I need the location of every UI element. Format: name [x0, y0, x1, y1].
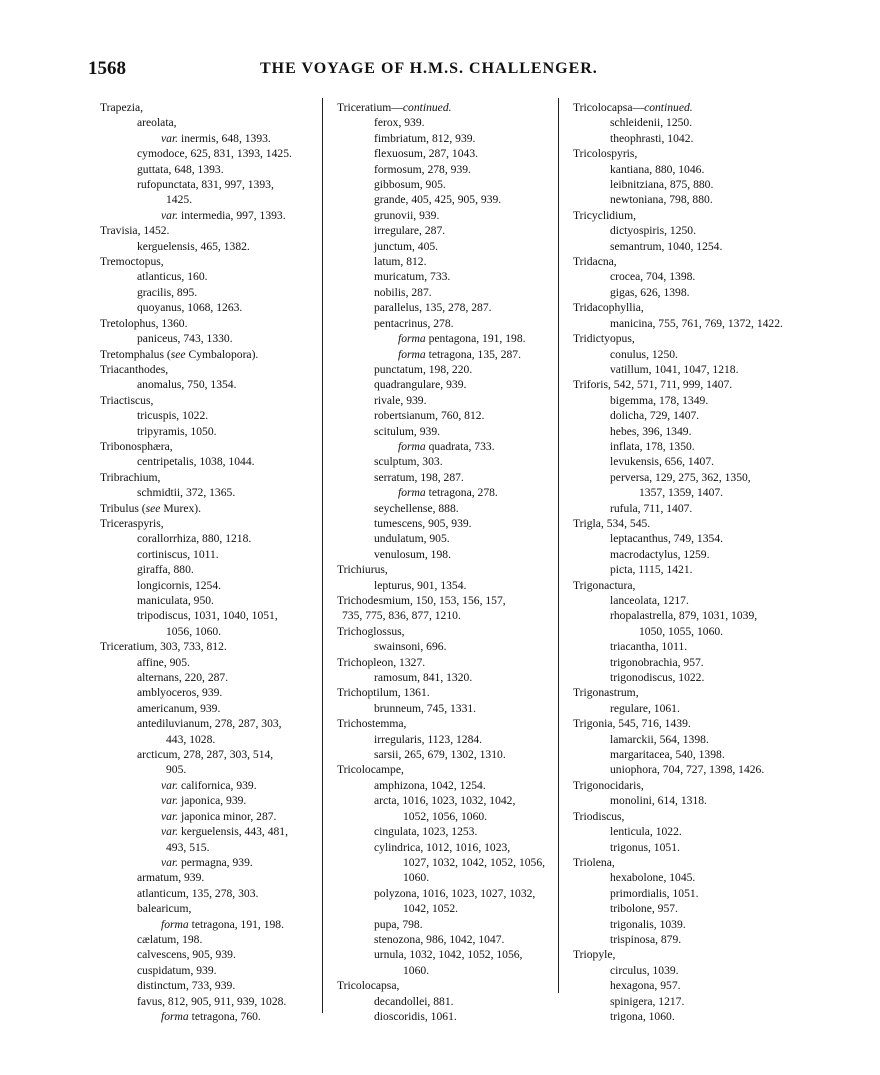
index-species-entry: alternans, 220, 287. — [137, 671, 229, 685]
index-species-entry: pentacrinus, 278. — [374, 316, 454, 330]
index-genus-entry: Triodiscus, — [573, 809, 625, 823]
running-head: THE VOYAGE OF H.M.S. CHALLENGER. — [260, 60, 598, 77]
index-species-entry: cylindrica, 1012, 1016, 1023, — [374, 840, 511, 854]
index-species-entry: leptacanthus, 749, 1354. — [610, 532, 724, 546]
index-species-entry: trigona, 1060. — [610, 1009, 675, 1023]
index-species-entry: brunneum, 745, 1331. — [374, 701, 477, 715]
index-species-entry: 493, 515. — [166, 840, 210, 854]
index-genus-entry: Tricolocapsa—continued. — [573, 101, 693, 114]
index-species-entry: distinctum, 733, 939. — [137, 979, 236, 993]
index-species-entry: giraffa, 880. — [137, 563, 194, 577]
index-species-entry: maniculata, 950. — [137, 594, 214, 607]
index-species-entry: swainsoni, 696. — [374, 640, 447, 654]
index-species-entry: tripyramis, 1050. — [137, 424, 217, 438]
index-genus-entry: Trichoglossus, — [337, 624, 405, 638]
index-species-entry: nobilis, 287. — [374, 285, 432, 299]
index-species-entry: kantiana, 880, 1046. — [610, 162, 705, 176]
index-species-entry: centripetalis, 1038, 1044. — [137, 455, 255, 469]
index-species-entry: balearicum, — [137, 902, 192, 916]
index-column-3 — [573, 100, 795, 1024]
index-species-entry: tricuspis, 1022. — [137, 409, 209, 423]
index-species-entry: forma tetragona, 135, 287. — [398, 347, 522, 361]
index-species-entry: margaritacea, 540, 1398. — [610, 748, 725, 762]
index-species-entry: 1060. — [403, 871, 430, 885]
index-species-entry: var. japonica, 939. — [161, 794, 247, 808]
index-species-entry: picta, 1115, 1421. — [610, 563, 693, 577]
index-species-entry: armatum, 939. — [137, 871, 205, 885]
index-genus-entry: Tricolocapsa, — [337, 979, 400, 993]
index-species-entry: fimbriatum, 812, 939. — [374, 131, 476, 145]
index-species-entry: arcticum, 278, 287, 303, 514, — [137, 748, 274, 762]
index-genus-entry: Tribonosphæra, — [100, 439, 173, 453]
index-species-entry: 1056, 1060. — [166, 624, 222, 638]
index-species-entry: ramosum, 841, 1320. — [374, 671, 473, 685]
index-species-entry: trigonodiscus, 1022. — [610, 671, 705, 685]
index-genus-entry: Triceraspyris, — [100, 516, 164, 530]
index-species-entry: primordialis, 1051. — [610, 886, 699, 900]
index-species-entry: crocea, 704, 1398. — [610, 270, 696, 284]
index-species-entry: hebes, 396, 1349. — [610, 424, 692, 438]
index-species-entry: gibbosum, 905. — [374, 178, 446, 192]
index-species-entry: forma pentagona, 191, 198. — [398, 332, 526, 346]
index-species-entry: gigas, 626, 1398. — [610, 285, 690, 299]
column-divider — [322, 98, 323, 1013]
index-species-entry: paniceus, 743, 1330. — [137, 332, 233, 346]
index-species-entry: newtoniana, 798, 880. — [610, 193, 713, 207]
index-species-entry: schmidtii, 372, 1365. — [137, 486, 236, 500]
index-genus-entry: Tretomphalus (see Cymbalopora). — [100, 347, 259, 361]
index-genus-entry: Tremoctopus, — [100, 255, 164, 269]
index-species-entry: var. kerguelensis, 443, 481, — [161, 825, 288, 839]
index-species-entry: gracilis, 895. — [137, 285, 198, 299]
index-species-entry: guttata, 648, 1393. — [137, 162, 224, 176]
index-species-entry: rufopunctata, 831, 997, 1393, — [137, 178, 274, 192]
index-species-entry: forma tetragona, 760. — [161, 1009, 261, 1023]
index-species-entry: trispinosa, 879. — [610, 932, 682, 946]
index-species-entry: schleidenii, 1250. — [610, 116, 693, 130]
index-species-entry: dictyospiris, 1250. — [610, 224, 696, 238]
index-genus-entry: Trigla, 534, 545. — [573, 516, 651, 530]
index-genus-entry: Tricyclidium, — [573, 208, 637, 222]
index-species-entry: forma tetragona, 191, 198. — [161, 917, 285, 931]
index-species-entry: serratum, 198, 287. — [374, 470, 464, 484]
index-species-entry: muricatum, 733. — [374, 270, 451, 284]
index-species-entry: lamarckii, 564, 1398. — [610, 732, 709, 746]
index-species-entry: 1052, 1056, 1060. — [403, 809, 488, 823]
index-genus-entry: Trichoptilum, 1361. — [337, 686, 430, 700]
index-species-entry: ferox, 939. — [374, 116, 425, 130]
index-species-entry: undulatum, 905. — [374, 532, 450, 546]
index-species-entry: monolini, 614, 1318. — [610, 794, 707, 808]
index-species-entry: areolata, — [137, 116, 177, 130]
index-column-1 — [100, 100, 320, 1024]
index-species-entry: inflata, 178, 1350. — [610, 439, 695, 453]
index-species-entry: leibnitziana, 875, 880. — [610, 178, 714, 192]
index-genus-entry: Trigonactura, — [573, 578, 636, 592]
index-species-entry: regulare, 1061. — [610, 701, 680, 715]
page-number: 1568 — [88, 58, 126, 79]
index-species-entry: favus, 812, 905, 911, 939, 1028. — [137, 994, 287, 1008]
index-species-entry: sculptum, 303. — [374, 455, 443, 469]
index-species-entry: kerguelensis, 465, 1382. — [137, 239, 250, 253]
index-species-entry: calvescens, 905, 939. — [137, 948, 236, 962]
index-species-entry: flexuosum, 287, 1043. — [374, 147, 479, 161]
index-species-entry: semantrum, 1040, 1254. — [610, 239, 723, 253]
index-genus-entry: Trichiurus, — [337, 563, 388, 577]
index-genus-entry: Trigonia, 545, 716, 1439. — [573, 717, 691, 731]
index-species-entry: trigonus, 1051. — [610, 840, 680, 854]
index-species-entry: var. permagna, 939. — [161, 855, 253, 869]
index-genus-entry: Triactiscus, — [100, 393, 154, 407]
index-genus-entry: Trigonocidaris, — [573, 778, 644, 792]
index-species-entry: 905. — [166, 763, 187, 777]
column-divider — [558, 98, 559, 993]
index-column-2 — [337, 100, 555, 1024]
index-species-entry: 1042, 1052. — [403, 902, 459, 916]
index-species-entry: 1027, 1032, 1042, 1052, 1056, — [403, 855, 546, 869]
index-species-entry: lanceolata, 1217. — [610, 594, 689, 607]
index-species-entry: junctum, 405. — [374, 239, 439, 253]
index-species-entry: conulus, 1250. — [610, 347, 678, 361]
index-species-entry: cortiniscus, 1011. — [137, 547, 219, 561]
index-genus-entry: Trichodesmium, 150, 153, 156, 157, — [337, 594, 506, 607]
index-species-entry: 443, 1028. — [166, 732, 216, 746]
index-genus-entry: Triceratium—continued. — [337, 101, 452, 114]
index-species-entry: var. japonica minor, 287. — [161, 809, 277, 823]
index-species-entry: cælatum, 198. — [137, 932, 203, 946]
index-genus-entry: Travisia, 1452. — [100, 224, 170, 238]
index-species-entry: circulus, 1039. — [610, 963, 679, 977]
index-species-entry: amphizona, 1042, 1254. — [374, 778, 486, 792]
index-genus-entry: Triforis, 542, 571, 711, 999, 1407. — [573, 378, 733, 392]
index-species-entry: uniophora, 704, 727, 1398, 1426. — [610, 763, 765, 777]
index-genus-entry: Trichostemma, — [337, 717, 407, 731]
index-species-entry: robertsianum, 760, 812. — [374, 409, 485, 423]
index-species-entry: 1357, 1359, 1407. — [639, 486, 724, 500]
index-species-entry: polyzona, 1016, 1023, 1027, 1032, — [374, 886, 536, 900]
index-genus-entry: Tricolospyris, — [573, 147, 638, 161]
index-species-entry: forma quadrata, 733. — [398, 439, 495, 453]
index-species-entry: 735, 775, 836, 877, 1210. — [342, 609, 461, 623]
index-species-entry: tumescens, 905, 939. — [374, 516, 472, 530]
index-species-entry: spinigera, 1217. — [610, 994, 685, 1008]
index-species-entry: parallelus, 135, 278, 287. — [374, 301, 492, 315]
index-genus-entry: Tridacophyllia, — [573, 301, 644, 315]
index-species-entry: longicornis, 1254. — [137, 578, 222, 592]
index-species-entry: punctatum, 198, 220. — [374, 362, 473, 376]
index-species-entry: var. inermis, 648, 1393. — [161, 131, 271, 145]
index-species-entry: dioscoridis, 1061. — [374, 1009, 457, 1023]
index-species-entry: forma tetragona, 278. — [398, 486, 498, 500]
index-species-entry: decandollei, 881. — [374, 994, 454, 1008]
index-species-entry: hexagona, 957. — [610, 979, 681, 993]
index-species-entry: grande, 405, 425, 905, 939. — [374, 193, 502, 207]
index-species-entry: tripodiscus, 1031, 1040, 1051, — [137, 609, 278, 623]
index-species-entry: perversa, 129, 275, 362, 1350, — [610, 470, 751, 484]
index-species-entry: dolicha, 729, 1407. — [610, 409, 700, 423]
index-species-entry: cingulata, 1023, 1253. — [374, 825, 478, 839]
index-species-entry: atlanticus, 160. — [137, 270, 208, 284]
index-genus-entry: Triceratium, 303, 733, 812. — [100, 640, 227, 654]
index-species-entry: manicina, 755, 761, 769, 1372, 1422. — [610, 316, 783, 330]
index-species-entry: lenticula, 1022. — [610, 825, 682, 839]
index-species-entry: quadrangulare, 939. — [374, 378, 467, 392]
index-species-entry: theophrasti, 1042. — [610, 131, 694, 145]
index-species-entry: macrodactylus, 1259. — [610, 547, 710, 561]
index-species-entry: seychellense, 888. — [374, 501, 459, 515]
index-species-entry: grunovii, 939. — [374, 208, 440, 222]
index-species-entry: venulosum, 198. — [374, 547, 451, 561]
index-species-entry: corallorrhiza, 880, 1218. — [137, 532, 252, 546]
index-species-entry: stenozona, 986, 1042, 1047. — [374, 932, 505, 946]
index-genus-entry: Trichopleon, 1327. — [337, 655, 426, 669]
index-genus-entry: Tridacna, — [573, 255, 617, 269]
index-species-entry: hexabolone, 1045. — [610, 871, 696, 885]
index-genus-entry: Triolena, — [573, 855, 615, 869]
index-genus-entry: Tricolocampe, — [337, 763, 404, 777]
index-genus-entry: Triopyle, — [573, 948, 616, 962]
index-species-entry: trigonalis, 1039. — [610, 917, 686, 931]
index-species-entry: irregulare, 287. — [374, 224, 446, 238]
index-species-entry: vatillum, 1041, 1047, 1218. — [610, 362, 739, 376]
index-species-entry: triacantha, 1011. — [610, 640, 688, 654]
index-species-entry: sarsii, 265, 679, 1302, 1310. — [374, 748, 506, 762]
index-species-entry: formosum, 278, 939. — [374, 162, 471, 176]
index-species-entry: levukensis, 656, 1407. — [610, 455, 715, 469]
index-species-entry: pupa, 798. — [374, 917, 423, 931]
index-species-entry: var. intermedia, 997, 1393. — [161, 208, 286, 222]
index-species-entry: rivale, 939. — [374, 393, 427, 407]
index-species-entry: lepturus, 901, 1354. — [374, 578, 467, 592]
index-species-entry: bigemma, 178, 1349. — [610, 393, 709, 407]
index-species-entry: americanum, 939. — [137, 701, 221, 715]
index-species-entry: trigonobrachia, 957. — [610, 655, 704, 669]
index-species-entry: amblyoceros, 939. — [137, 686, 223, 700]
index-species-entry: rhopalastrella, 879, 1031, 1039, — [610, 609, 758, 623]
index-species-entry: tribolone, 957. — [610, 902, 678, 916]
index-genus-entry: Tretolophus, 1360. — [100, 316, 188, 330]
index-species-entry: rufula, 711, 1407. — [610, 501, 693, 515]
index-species-entry: atlanticum, 135, 278, 303. — [137, 886, 259, 900]
index-genus-entry: Tribrachium, — [100, 470, 161, 484]
index-species-entry: cymodoce, 625, 831, 1393, 1425. — [137, 147, 292, 161]
index-species-entry: 1060. — [403, 963, 430, 977]
index-species-entry: affine, 905. — [137, 655, 190, 669]
index-genus-entry: Trigonastrum, — [573, 686, 639, 700]
index-species-entry: cuspidatum, 939. — [137, 963, 217, 977]
index-genus-entry: Triacanthodes, — [100, 362, 169, 376]
index-species-entry: arcta, 1016, 1023, 1032, 1042, — [374, 794, 516, 808]
index-species-entry: anomalus, 750, 1354. — [137, 378, 237, 392]
index-species-entry: latum, 812. — [374, 255, 427, 269]
index-species-entry: 1425. — [166, 193, 193, 207]
index-species-entry: antediluvianum, 278, 287, 303, — [137, 717, 282, 731]
index-species-entry: irregularis, 1123, 1284. — [374, 732, 483, 746]
index-genus-entry: Tridictyopus, — [573, 332, 635, 346]
index-species-entry: 1050, 1055, 1060. — [639, 624, 724, 638]
index-species-entry: var. californica, 939. — [161, 778, 257, 792]
index-genus-entry: Tribulus (see Murex). — [100, 501, 202, 515]
index-genus-entry: Trapezia, — [100, 101, 144, 114]
index-species-entry: quoyanus, 1068, 1263. — [137, 301, 243, 315]
index-species-entry: urnula, 1032, 1042, 1052, 1056, — [374, 948, 523, 962]
index-species-entry: scitulum, 939. — [374, 424, 441, 438]
